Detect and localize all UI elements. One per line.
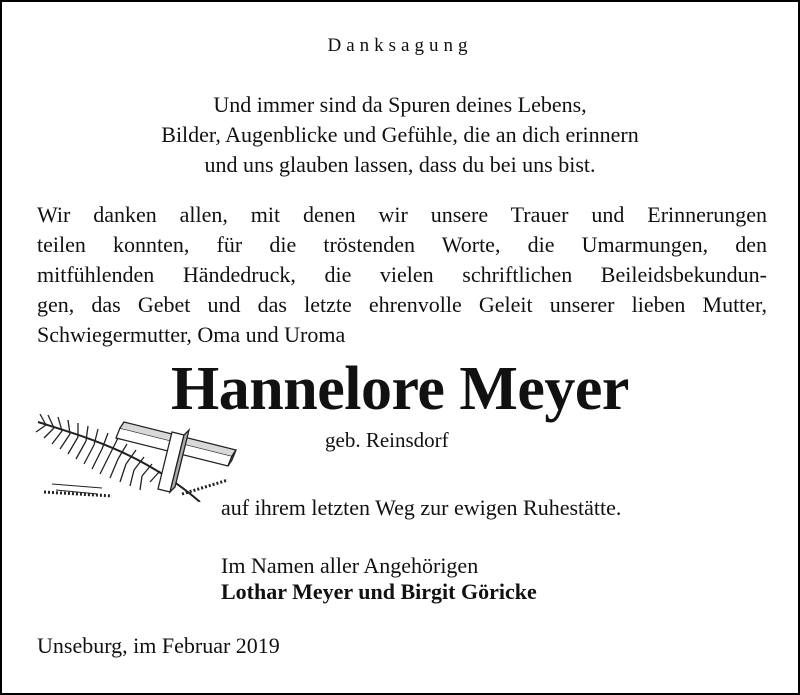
poem-line: Und immer sind da Spuren deines Lebens,	[213, 92, 587, 117]
thanks-line: teilen konnten, für die tröstenden Worte, die Umarmungen, den	[37, 232, 767, 257]
thanks-line: Wir danken allen, mit denen wir unsere Trauer und Erinnerungen	[37, 202, 767, 227]
deceased-name: Hannelore Meyer	[171, 355, 629, 423]
poem-line: und uns glauben lassen, dass du bei uns bist.	[204, 152, 596, 177]
notice-heading: Danksagung	[327, 35, 473, 56]
on-behalf-text: Im Namen aller Angehörigen	[221, 553, 479, 578]
thanks-paragraph	[37, 200, 767, 350]
signers: Lothar Meyer und Birgit Göricke	[221, 579, 537, 604]
cross-with-palm-branch-icon	[32, 414, 242, 502]
thanks-line: gen, das Gebet und das letzte ehrenvolle Geleit unserer lieben Mutter,	[37, 292, 767, 317]
place-date: Unseburg, im Februar 2019	[37, 633, 280, 658]
last-way-text: auf ihrem letzten Weg zur ewigen Ruhestätte.	[221, 495, 622, 520]
maiden-name: geb. Reinsdorf	[325, 428, 449, 452]
thanks-line: Schwiegermutter, Oma und Uroma	[37, 322, 346, 347]
poem	[2, 90, 798, 180]
thanks-line: mitfühlenden Händedruck, die vielen schriftlichen Beileidsbekundun-	[37, 262, 767, 287]
poem-line: Bilder, Augenblicke und Gefühle, die an dich erinnern	[161, 122, 639, 147]
